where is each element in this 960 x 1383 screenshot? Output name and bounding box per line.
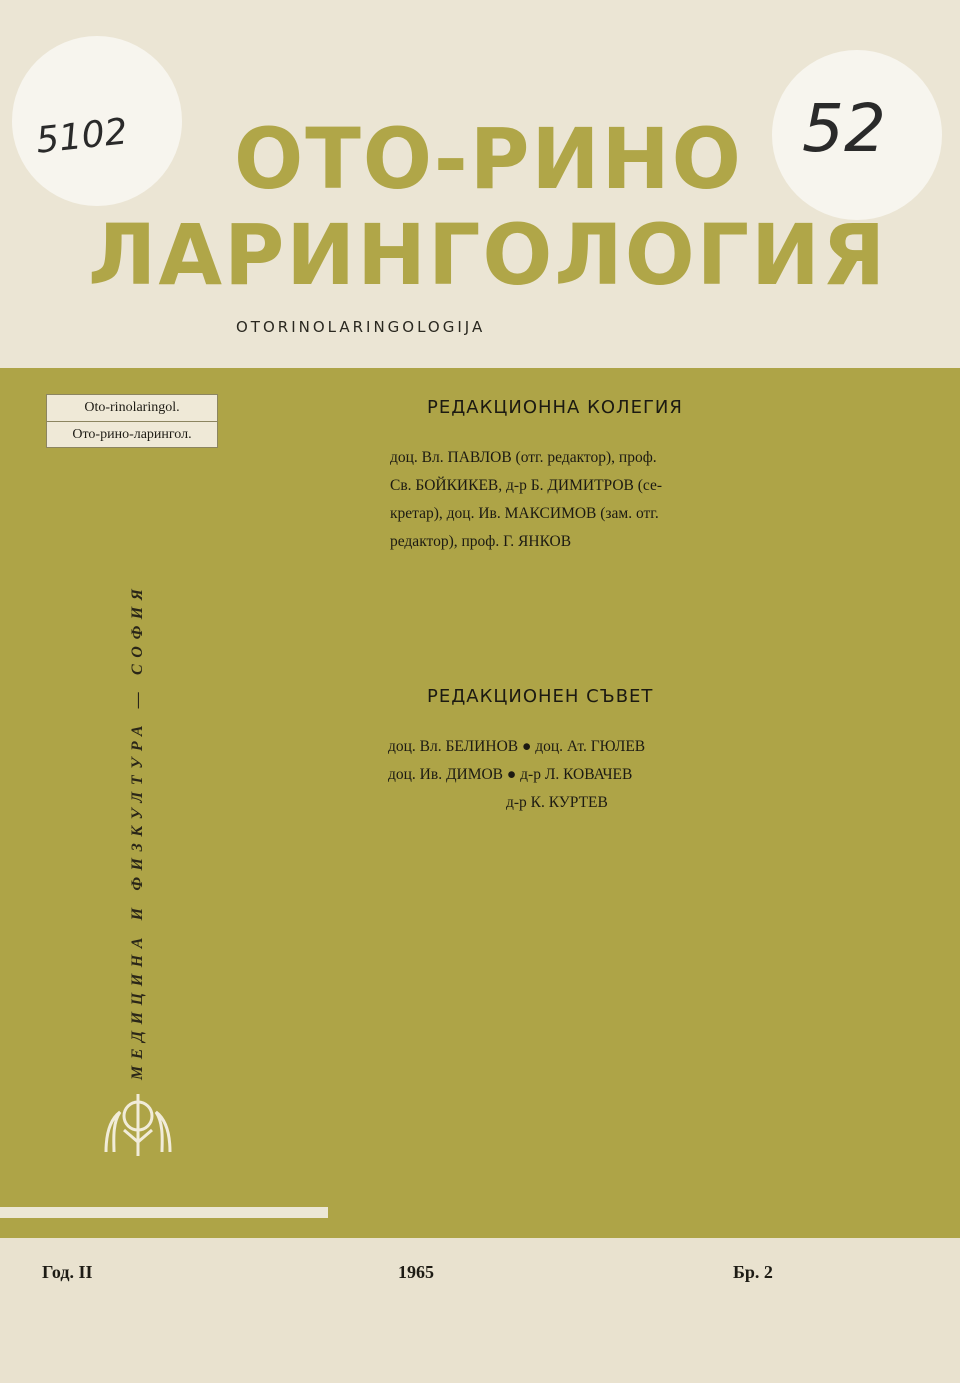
title-line-1: ОТО-РИНО [234, 110, 743, 208]
publisher-logo-icon [100, 1090, 176, 1160]
abbreviation-box [46, 394, 218, 448]
stamp-right-number: 52 [802, 90, 886, 167]
editorial-board-line: кретар), доц. Ив. МАКСИМОВ (зам. отг. [390, 505, 659, 522]
stamp-right [772, 50, 942, 220]
stamp-left [12, 36, 182, 206]
council-row [388, 789, 768, 817]
editorial-board-heading: РЕДАКЦИОННА КОЛЕГИЯ [427, 397, 683, 418]
cover-bottom-panel [0, 1238, 960, 1383]
footer-year: 1965 [398, 1262, 434, 1282]
council-member: д-р Л. КОВАЧЕВ [520, 766, 633, 783]
editorial-board-line: Св. БОЙКИКЕВ, д-р Б. ДИМИТРОВ (се- [390, 477, 663, 494]
stamp-left-number: 5102 [34, 111, 130, 162]
footer-issue: Бр. 2 [733, 1262, 773, 1282]
council-member: д-р К. КУРТЕВ [506, 794, 608, 811]
title-line-2: ЛАРИНГОЛОГИЯ [88, 206, 888, 304]
bullet-icon: ● [506, 766, 517, 783]
light-strip [0, 1207, 328, 1218]
editorial-board-line: редактор), проф. Г. ЯНКОВ [390, 533, 572, 550]
bullet-icon: ● [521, 738, 532, 755]
publisher-vertical: МЕДИЦИНА И ФИЗКУЛТУРА — СОФИЯ [129, 582, 146, 1080]
editorial-board-names [390, 444, 762, 556]
editorial-board-line: доц. Вл. ПАВЛОВ (отг. редактор), проф. [390, 449, 657, 466]
footer-volume: Год. II [42, 1262, 93, 1282]
council-row [388, 761, 768, 789]
council-member: доц. Ив. ДИМОВ [388, 766, 504, 783]
council-member: доц. Ат. ГЮЛЕВ [535, 738, 646, 755]
editorial-council-heading: РЕДАКЦИОНЕН СЪВЕТ [427, 686, 654, 707]
abbreviation-cyrillic: Ото-рино-ларингол. [47, 421, 217, 448]
editorial-council-names [388, 733, 768, 817]
council-row [388, 733, 768, 761]
council-member: доц. Вл. БЕЛИНОВ [388, 738, 519, 755]
abbreviation-latin: Oto-rinolaringol. [84, 400, 180, 415]
latin-title: OTORINOLARINGOLOGIJA [236, 318, 486, 336]
